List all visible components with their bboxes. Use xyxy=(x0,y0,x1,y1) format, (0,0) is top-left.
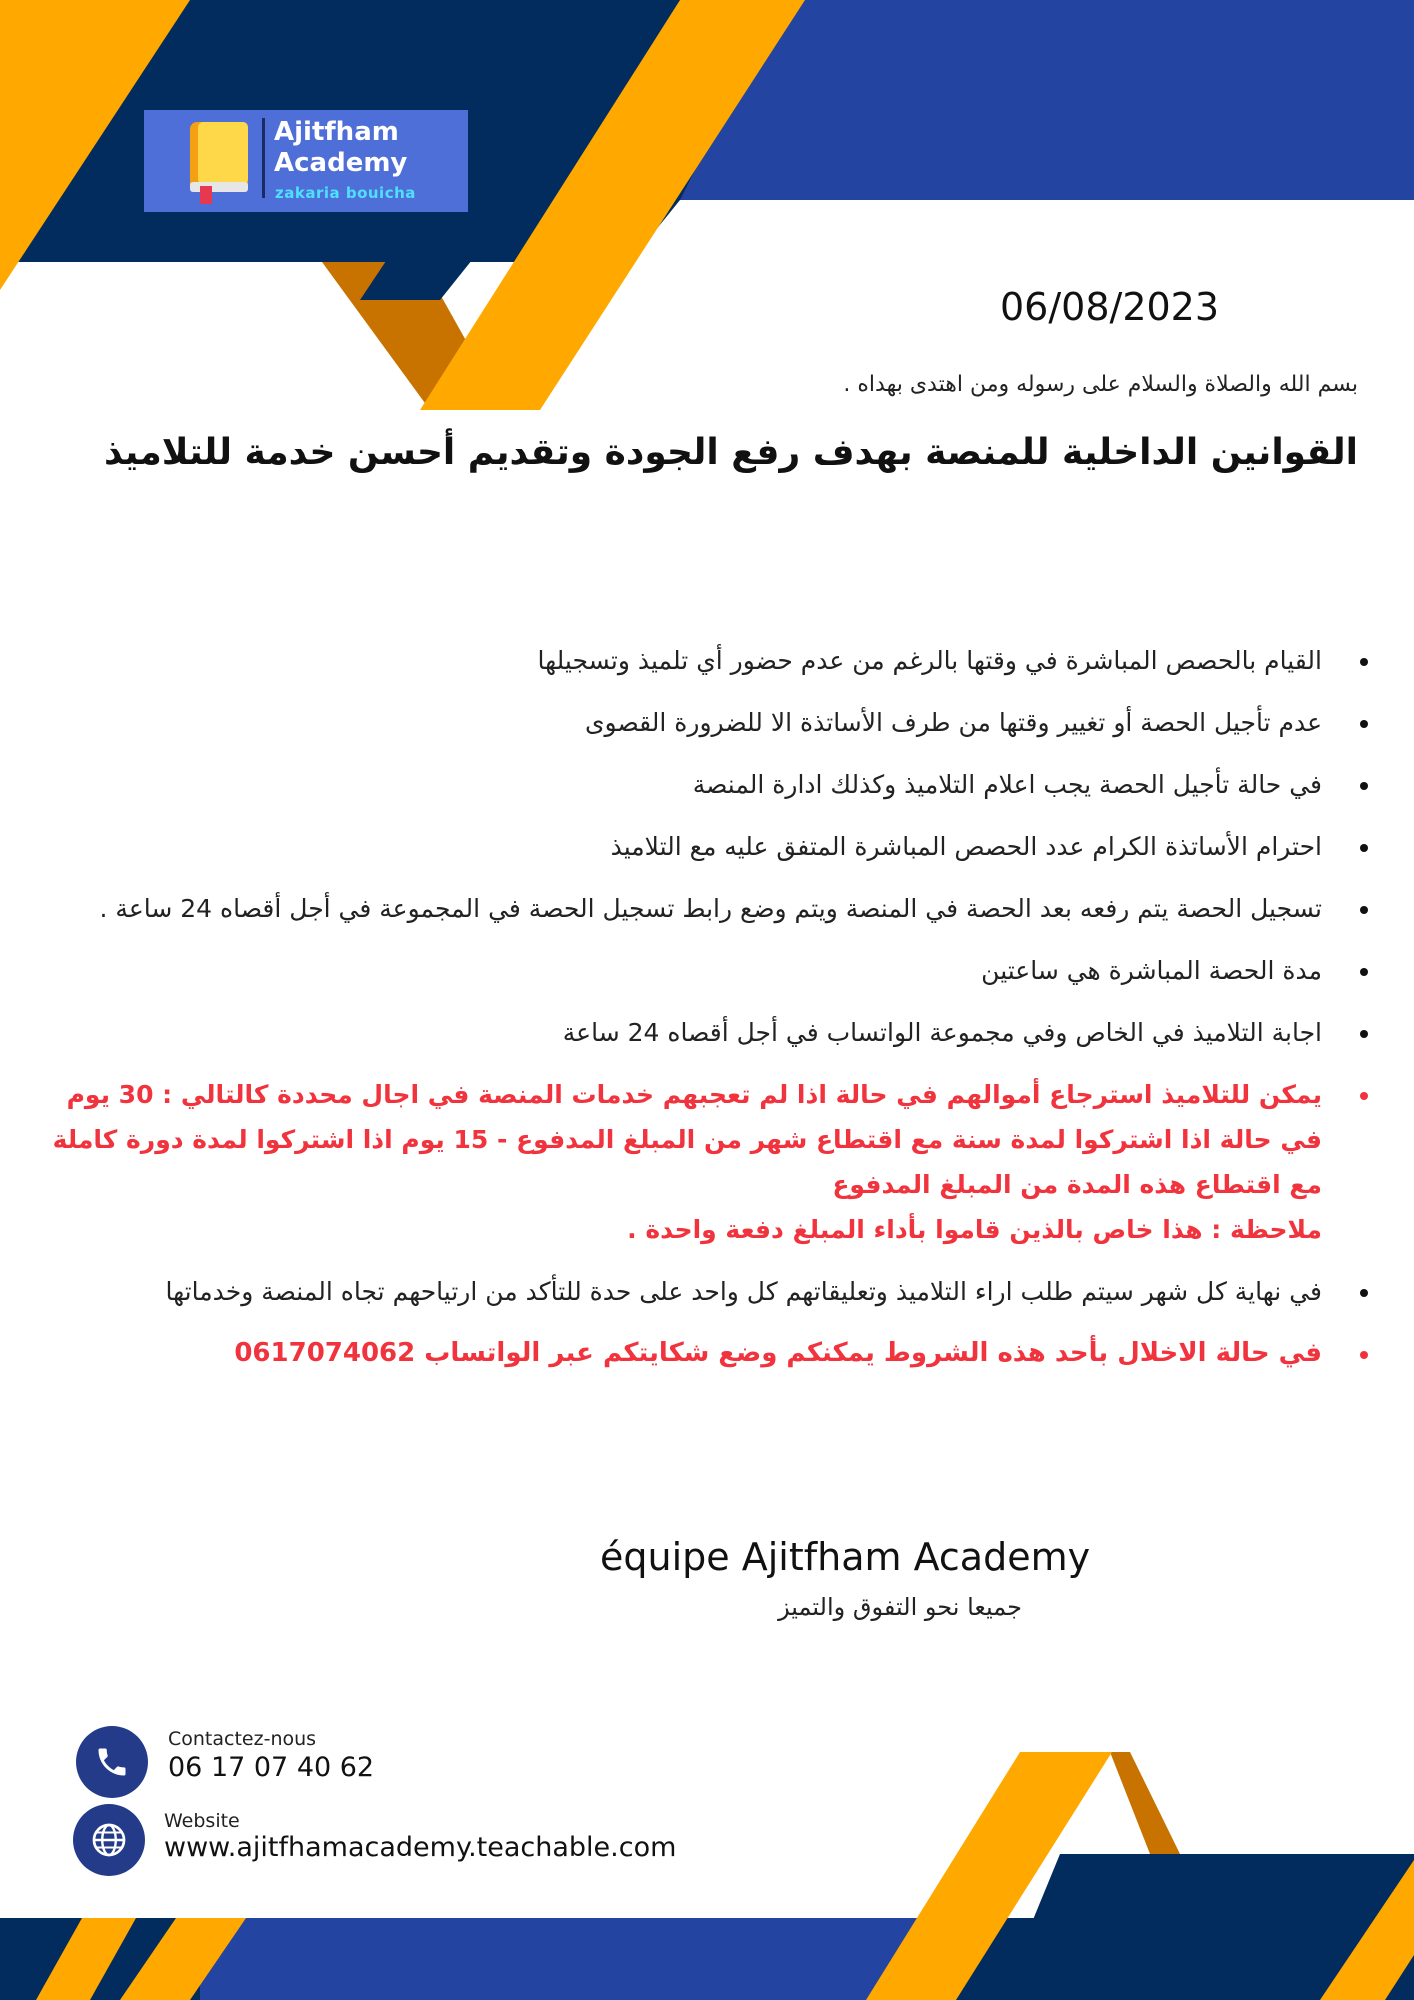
rule-text: تسجيل الحصة يتم رفعه بعد الحصة في المنصة ويتم وضع رابط تسجيل الحصة في المجموعة في أجل أقصاه 24 ساعة . xyxy=(99,894,1322,923)
footer-band-blue xyxy=(200,1918,940,2000)
header-band-blue xyxy=(680,0,1414,200)
refund-rule-text: يمكن للتلاميذ استرجاع أموالهم في حالة اذا لم تعجبهم خدمات المنصة في اجال محددة كالتالي : 30 يوم في حالة اذا اشتركوا لمدة سنة مع اقتطاع شهر من المبلغ المدفوع - 15 يوم اذا اشتركوا لمدة دورة كاملة مع اقتطاع هذه المدة من المبلغ المدفوع xyxy=(52,1080,1322,1199)
rule-text: عدم تأجيل الحصة أو تغيير وقتها من طرف الأساتذة الا للضرورة القصوى xyxy=(584,708,1322,737)
academy-logo xyxy=(144,110,468,212)
globe-icon xyxy=(91,1822,127,1858)
rule-text: القيام بالحصص المباشرة في وقتها بالرغم من عدم حضور أي تلميذ وتسجيلها xyxy=(537,646,1322,675)
globe-icon-circle xyxy=(73,1804,145,1876)
rule-item xyxy=(42,1010,1322,1055)
feedback-rule-text: في نهاية كل شهر سيتم طلب اراء التلاميذ وتعليقاتهم كل واحد على حدة للتأكد من ارتياحهم تجاه المنصة وخدماتها xyxy=(165,1277,1322,1306)
bullet xyxy=(1360,1351,1368,1359)
bullet xyxy=(1360,658,1368,666)
complaint-rule xyxy=(42,1331,1322,1376)
rule-item xyxy=(42,886,1322,931)
phone-icon xyxy=(94,1744,130,1780)
rule-item xyxy=(42,638,1322,683)
ribbon-bottom-dark-orange xyxy=(1110,1752,1180,1854)
document-date: 06/08/2023 xyxy=(1000,285,1220,329)
logo-title-line2: Academy xyxy=(274,148,408,178)
rules-list xyxy=(42,638,1344,1393)
rule-item xyxy=(42,948,1322,993)
website-label: Website xyxy=(164,1810,240,1832)
refund-rule xyxy=(42,1072,1322,1252)
bullet xyxy=(1360,782,1368,790)
book-icon xyxy=(186,120,252,206)
phone-icon-circle xyxy=(76,1726,148,1798)
rule-item xyxy=(42,700,1322,745)
complaint-rule-text: في حالة الاخلال بأحد هذه الشروط يمكنكم وضع شكايتكم عبر الواتساب 0617074062 xyxy=(234,1338,1322,1368)
bullet xyxy=(1360,1289,1368,1297)
rule-item xyxy=(42,824,1322,869)
contact-phone[interactable]: 06 17 07 40 62 xyxy=(168,1752,375,1783)
page-title: القوانين الداخلية للمنصة بهدف رفع الجودة وتقديم أحسن خدمة للتلاميذ xyxy=(103,432,1358,473)
rule-text: مدة الحصة المباشرة هي ساعتين xyxy=(981,956,1322,985)
greeting-line: بسم الله والصلاة والسلام على رسوله ومن اهتدى بهداه . xyxy=(843,372,1358,397)
rule-item xyxy=(42,762,1322,807)
rule-text: احترام الأساتذة الكرام عدد الحصص المباشرة المتفق عليه مع التلاميذ xyxy=(610,832,1322,861)
signature-team: équipe Ajitfham Academy xyxy=(600,1535,1091,1579)
bullet xyxy=(1360,968,1368,976)
refund-rule-note: ملاحظة : هذا خاص بالذين قاموا بأداء المبلغ دفعة واحدة . xyxy=(627,1215,1322,1244)
bullet xyxy=(1360,1092,1368,1100)
logo-divider xyxy=(262,118,265,198)
contact-label: Contactez-nous xyxy=(168,1728,317,1750)
bullet xyxy=(1360,906,1368,914)
bullet xyxy=(1360,844,1368,852)
logo-subtitle: zakaria bouicha xyxy=(275,184,416,202)
rule-text: في حالة تأجيل الحصة يجب اعلام التلاميذ وكذلك ادارة المنصة xyxy=(692,770,1322,799)
rule-text: اجابة التلاميذ في الخاص وفي مجموعة الواتساب في أجل أقصاه 24 ساعة xyxy=(562,1018,1322,1047)
bullet xyxy=(1360,720,1368,728)
feedback-rule xyxy=(42,1269,1322,1314)
bullet xyxy=(1360,1030,1368,1038)
logo-title-line1: Ajitfham xyxy=(274,117,399,147)
signature-slogan: جميعا نحو التفوق والتميز xyxy=(778,1593,1022,1621)
website-link[interactable]: www.ajitfhamacademy.teachable.com xyxy=(164,1832,677,1863)
